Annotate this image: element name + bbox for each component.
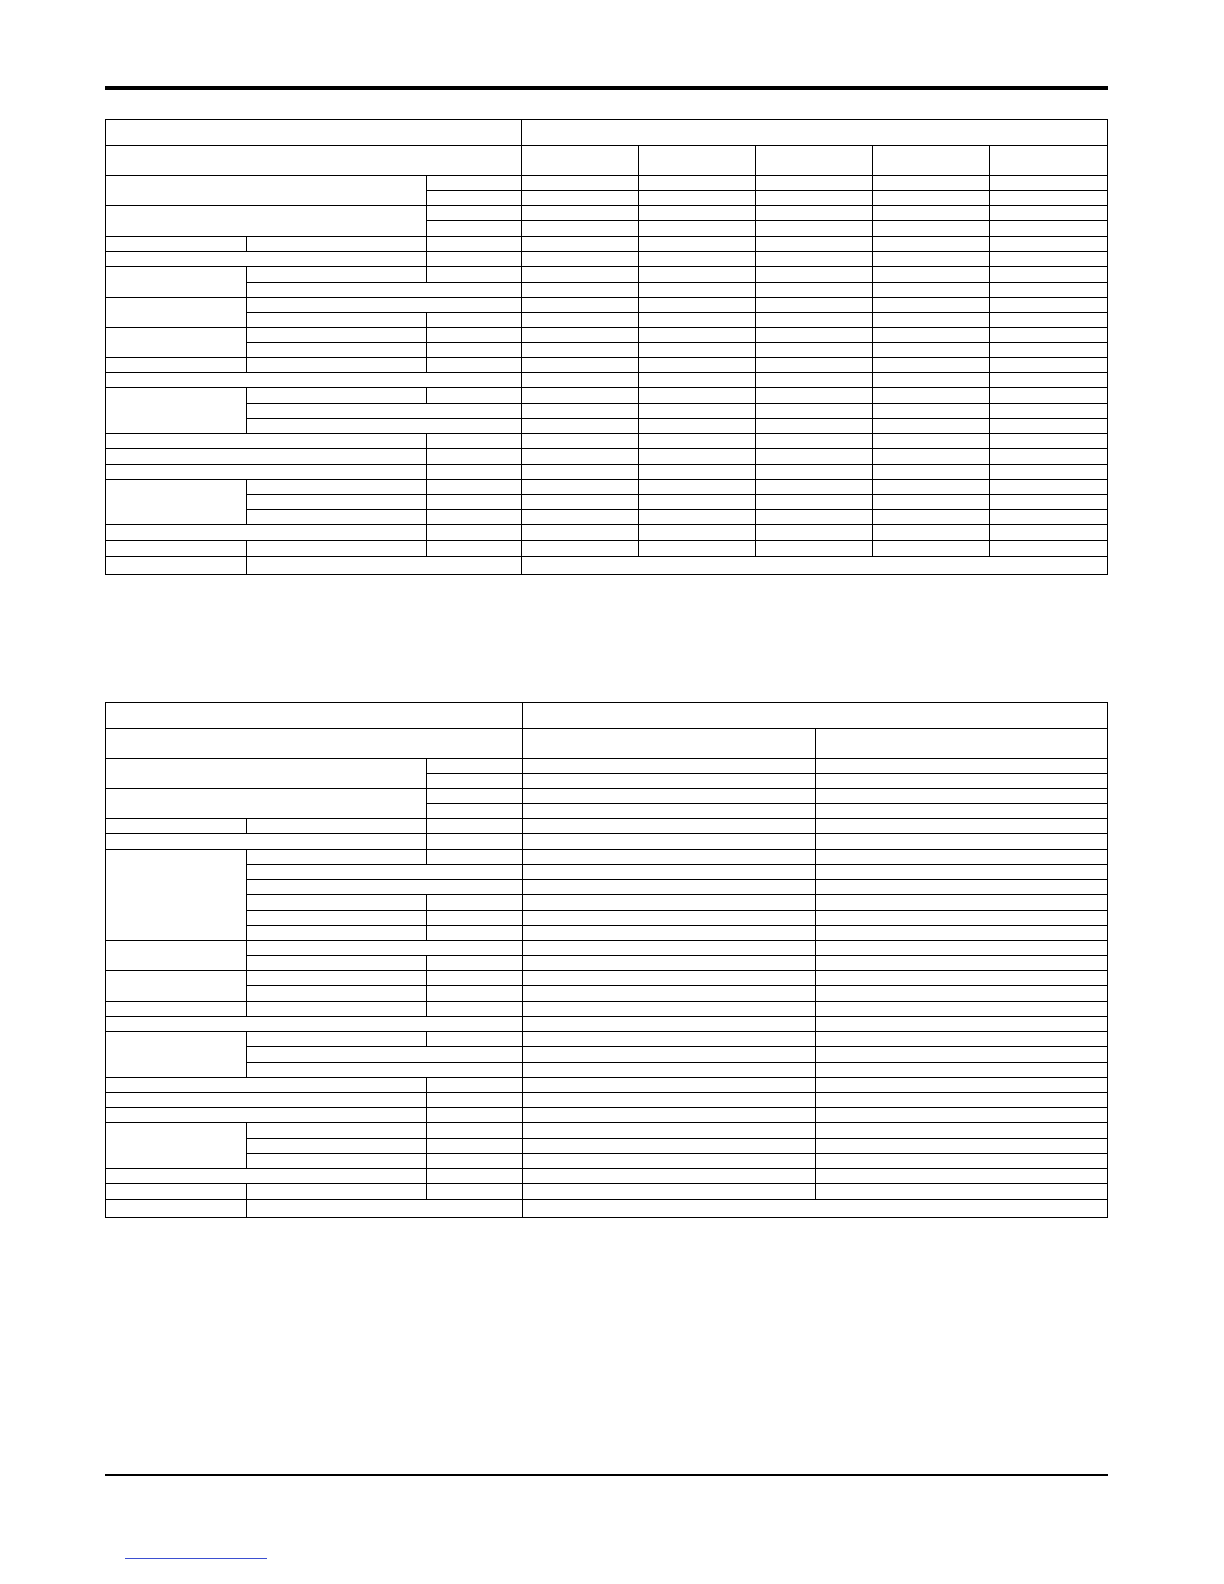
spec-table-2 [105, 702, 1108, 1218]
footer-link-underline[interactable] [125, 1558, 267, 1559]
spec-table-1 [105, 119, 1108, 575]
table-1-border [106, 120, 1108, 575]
table-2-border [106, 703, 1108, 1218]
footer-rule [105, 1474, 1108, 1476]
